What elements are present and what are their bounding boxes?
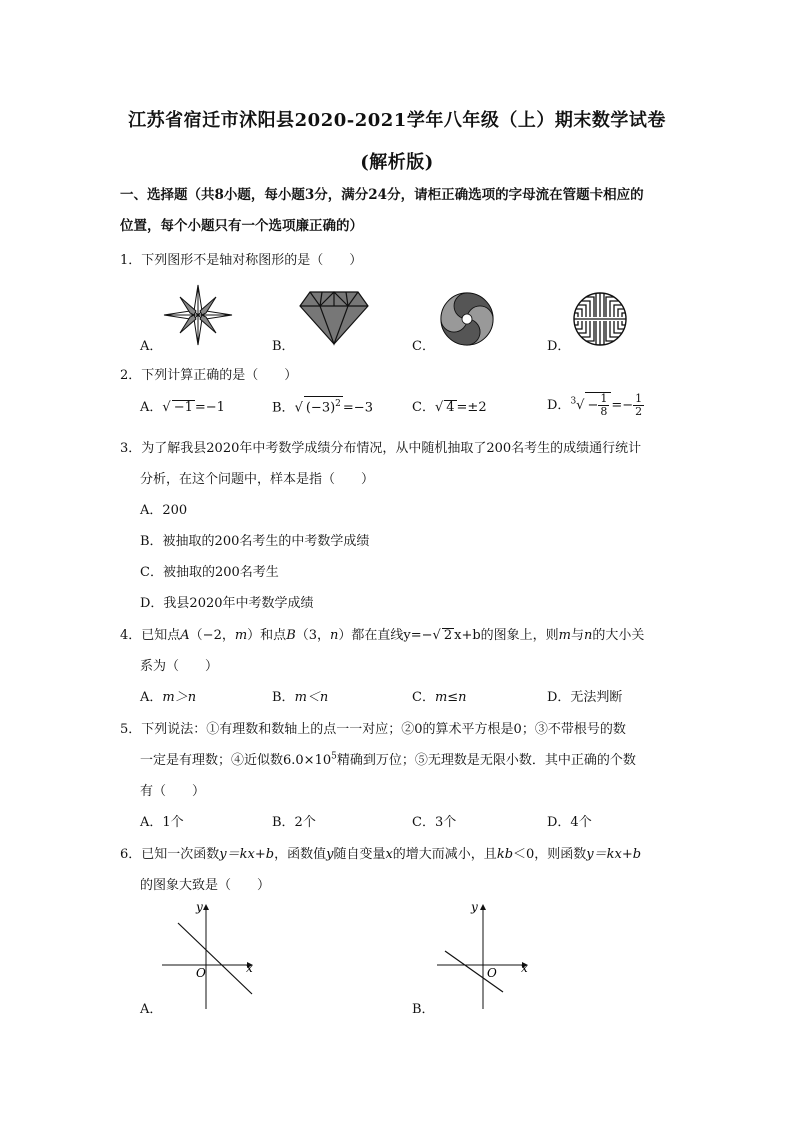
q4-text: x+b的图象上，则 [454, 628, 559, 643]
q4-c-label: C． [412, 690, 435, 705]
q1-option-b: B． [272, 339, 295, 354]
q2-c-rest: =±2 [456, 400, 487, 415]
q5-exponent: 5 [331, 751, 337, 762]
section-heading-line2: 位置，每个小题只有一个选项廉正确的） [120, 218, 363, 234]
q2-a-rest: =−1 [194, 400, 225, 415]
q5-stem-line1: 5．下列说法：①有理数和数轴上的点一一对应；②0的算术平方根是0；③不带根号的数 [120, 722, 626, 737]
exam-subtitle: (解析版) [360, 152, 434, 173]
q6-graph-a [160, 897, 260, 1012]
q2-a-label: A． [140, 400, 163, 415]
q4-point-b: B [286, 628, 296, 643]
q3-option-a: A．200 [140, 503, 188, 518]
q1-stem: 1．下列图形不是轴对称图形的是（ ） [120, 253, 363, 268]
q4-var-m: m [234, 628, 248, 643]
q3-option-b: B．被抽取的200名考生的中考数学成绩 [140, 534, 370, 549]
q3-option-d: D．我县2020年中考数学成绩 [140, 596, 314, 611]
graph-a-x-label: x [246, 961, 253, 975]
q2-option-a: A．√ −1 =−1 [140, 400, 225, 415]
q2-b-exponent: 2 [335, 399, 341, 409]
q3-stem-line2: 分析，在这个问题中，样本是指（ ） [140, 472, 375, 487]
q3-option-c: C．被抽取的200名考生 [140, 565, 279, 580]
swirl-circle-icon [439, 291, 495, 347]
q6-var-kb: kb [496, 847, 514, 862]
graph-b-y-label: y [471, 900, 478, 914]
q4-var-m: m [558, 628, 571, 643]
q5-stem-line2 [140, 749, 636, 768]
q6-text: ，函数值 [274, 847, 327, 862]
q2-a-radicand: −1 [173, 400, 193, 415]
q4-option-c [412, 686, 467, 705]
q4-stem-line1: 4．已知点A（−2，m）和点B（3，n）都在直线y=−√ 2 x+b的图象上，则m与n的大小关 [120, 628, 645, 643]
compass-star-icon [162, 283, 234, 347]
q5-text: 精确到万位；⑤无理数是无限小数．其中正确的个数 [336, 753, 636, 768]
q2-d-minus: − [587, 398, 599, 413]
q4-stem-line2: 系为（ ） [140, 659, 219, 674]
section-heading-line1: 一、选择题（共8小题，每小题3分，满分24分，请柜正确选项的字母流在管题卡相应的 [120, 187, 644, 203]
q4-text: 4．已知点 [120, 628, 181, 643]
q1-option-d: D． [547, 339, 571, 354]
q2-d-num: 1 [600, 392, 608, 405]
q6-function: y＝kx+b [586, 847, 642, 862]
q6-text: 的增大而减小，且 [392, 847, 497, 862]
q2-d-eq: =− [611, 398, 634, 413]
q5-option-a: A．1个 [140, 815, 184, 830]
q4-text: （−2， [189, 628, 235, 643]
q4-text: 与 [571, 628, 585, 643]
q6-text: 6．已知一次函数 [120, 847, 220, 862]
q2-d-rnum: 1 [635, 392, 643, 405]
q4-c-expr: m≤n [434, 690, 467, 705]
q5-option-b: B．2个 [272, 815, 316, 830]
q4-option-d: D．无法判断 [547, 690, 623, 705]
q2-d-index: 3 [570, 396, 577, 407]
q5-option-c: C．3个 [412, 815, 457, 830]
graph-a-origin-label: O [196, 966, 206, 980]
section-heading [120, 180, 680, 242]
q2-option-c: C．√ 4 =±2 [412, 400, 487, 415]
q6-graph-b [435, 897, 535, 1012]
q4-text: （3， [295, 628, 331, 643]
q4-a-expr: m＞n [162, 690, 197, 705]
q2-b-label: B． [272, 400, 295, 416]
q2-d-label: D． [547, 398, 571, 413]
q4-b-label: B． [272, 690, 295, 705]
q4-var-n: n [330, 628, 339, 643]
q5-stem-line3: 有（ ） [140, 784, 206, 799]
q6-var-y: y [326, 847, 334, 862]
q4-var-n: n [584, 628, 593, 643]
q6-option-a: A． [140, 1002, 163, 1017]
q2-b-radicand: (−3) [305, 400, 336, 416]
diamond-icon [298, 290, 370, 346]
graph-b-x-label: x [521, 961, 528, 975]
q4-radicand: 2 [443, 628, 453, 643]
q4-a-label: A． [140, 690, 163, 705]
graph-b-origin-label: O [487, 966, 497, 980]
q5-option-d: D．4个 [547, 815, 592, 830]
q4-point-a: A [180, 628, 190, 643]
q3-stem-line1: 3．为了解我县2020年中考数学成绩分布情况，从中随机抽取了200名考生的成绩通行统计 [120, 441, 642, 456]
q6-option-b: B． [412, 1002, 435, 1017]
q4-b-expr: m＜n [294, 690, 329, 705]
q6-var-x: x [385, 847, 393, 862]
q4-option-a [140, 686, 196, 705]
exam-title: 江苏省宿迁市沭阳县2020-2021学年八年级（上）期末数学试卷 [128, 110, 666, 131]
q2-b-rest: =−3 [342, 400, 373, 416]
q2-d-den: 8 [600, 405, 608, 418]
q2-c-radicand: 4 [446, 400, 455, 415]
q4-text: 的大小关 [592, 628, 645, 643]
striped-circle-icon [572, 291, 628, 347]
q2-stem: 2．下列计算正确的是（ ） [120, 368, 298, 383]
q2-d-rden: 2 [635, 405, 643, 418]
q6-stem-line2: 的图象大致是（ ） [140, 878, 271, 893]
q6-function: y＝kx+b [219, 847, 275, 862]
q2-option-d: D．$^3$√ − $\frac{1}{8}$ =− $\frac{1}{2}$ [547, 392, 643, 418]
q4-text: ）都在直线y=− [338, 628, 433, 643]
q1-option-c: C． [412, 339, 435, 354]
q2-c-label: C． [412, 400, 435, 415]
q2-option-b: B．√ $(-3)^2 =-3$ [272, 396, 373, 415]
q4-text: ）和点 [247, 628, 287, 643]
q5-text: 一定是有理数；④近似数6.0×10 [140, 753, 332, 768]
q6-text: ＜0，则函数 [513, 847, 587, 862]
q4-option-b [272, 686, 328, 705]
q6-stem-line1 [120, 843, 641, 862]
q6-text: 随自变量 [333, 847, 386, 862]
q1-option-a: A． [140, 339, 163, 354]
graph-a-y-label: y [196, 900, 203, 914]
